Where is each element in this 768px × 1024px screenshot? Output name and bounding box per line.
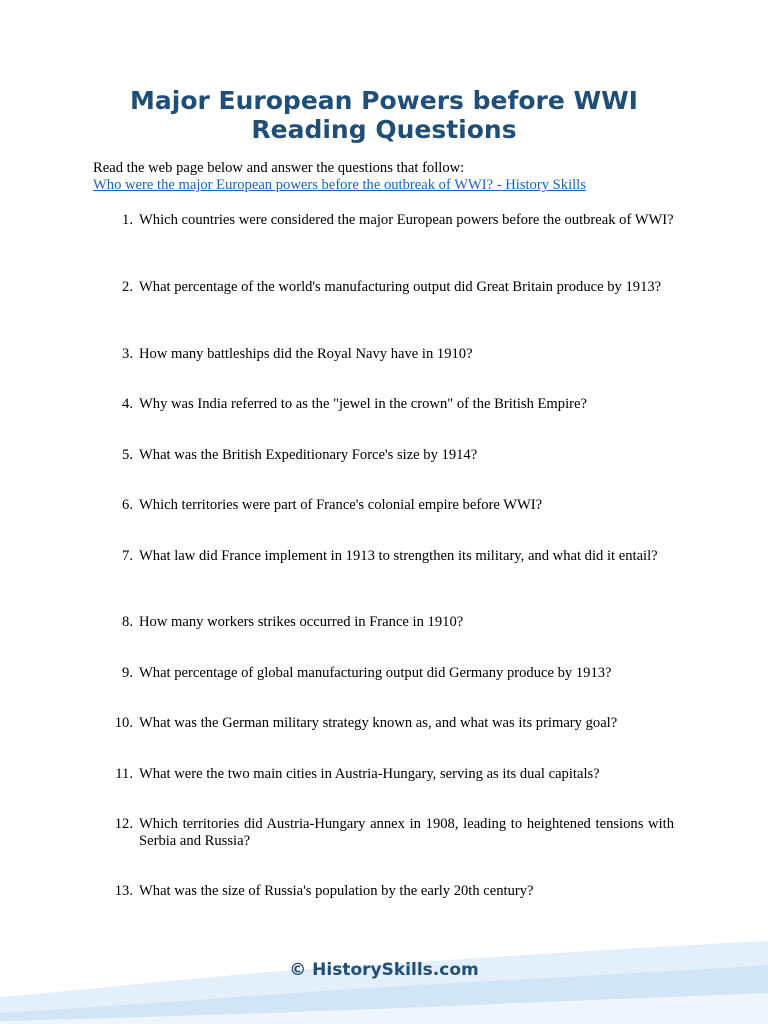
question-text: How many battleships did the Royal Navy have in 1910? xyxy=(139,346,473,362)
question-item xyxy=(122,279,674,296)
question-text: What percentage of global manufacturing output did Germany produce by 1913? xyxy=(139,665,612,681)
footer-copyright: © HistorySkills.com xyxy=(289,960,479,980)
question-item xyxy=(122,212,674,229)
question-number: 2. xyxy=(122,279,133,295)
question-item xyxy=(115,766,674,783)
question-item xyxy=(122,548,674,565)
question-number: 12. xyxy=(114,816,133,832)
source-link[interactable]: Who were the major European powers before the outbreak of WWI? - History Skills xyxy=(93,177,586,193)
question-number: 13. xyxy=(114,883,133,899)
title-line-1: Major European Powers before WWI xyxy=(130,86,638,115)
question-item xyxy=(122,447,674,464)
question-number: 11. xyxy=(115,766,133,782)
question-text: What law did France implement in 1913 to strengthen its military, and what did it entail? xyxy=(139,548,658,564)
question-number: 3. xyxy=(122,346,133,362)
question-text: What were the two main cities in Austria-Hungary, serving as its dual capitals? xyxy=(139,766,600,782)
question-text: Which territories did Austria-Hungary annex in 1908, leading to heightened tensions with Serbia and Russia? xyxy=(139,816,674,849)
question-number: 6. xyxy=(122,497,133,513)
page-title xyxy=(0,86,768,144)
question-item xyxy=(122,614,674,631)
question-text: Which territories were part of France's colonial empire before WWI? xyxy=(139,497,543,513)
question-item xyxy=(114,883,674,900)
question-number: 5. xyxy=(122,447,133,463)
title-line-2: Reading Questions xyxy=(251,115,517,144)
question-item xyxy=(122,346,674,363)
question-text: Why was India referred to as the "jewel in the crown" of the British Empire? xyxy=(139,396,587,412)
question-text: Which countries were considered the major European powers before the outbreak of WWI? xyxy=(139,212,674,228)
question-number: 7. xyxy=(122,548,133,564)
question-number: 9. xyxy=(122,665,133,681)
question-text: How many workers strikes occurred in France in 1910? xyxy=(139,614,464,630)
intro-instruction: Read the web page below and answer the questions that follow: xyxy=(93,160,465,176)
question-item xyxy=(114,816,674,850)
question-item xyxy=(114,715,674,732)
question-item xyxy=(122,497,674,514)
question-number: 1. xyxy=(122,212,133,228)
question-text: What percentage of the world's manufacturing output did Great Britain produce by 1913? xyxy=(139,279,662,295)
question-item xyxy=(122,396,674,413)
question-text: What was the British Expeditionary Force's size by 1914? xyxy=(139,447,478,463)
intro-block xyxy=(93,160,683,194)
question-text: What was the German military strategy known as, and what was its primary goal? xyxy=(139,715,618,731)
question-text: What was the size of Russia's population by the early 20th century? xyxy=(139,883,534,899)
question-number: 10. xyxy=(114,715,133,731)
question-item xyxy=(122,665,674,682)
question-number: 4. xyxy=(122,396,133,412)
question-number: 8. xyxy=(122,614,133,630)
